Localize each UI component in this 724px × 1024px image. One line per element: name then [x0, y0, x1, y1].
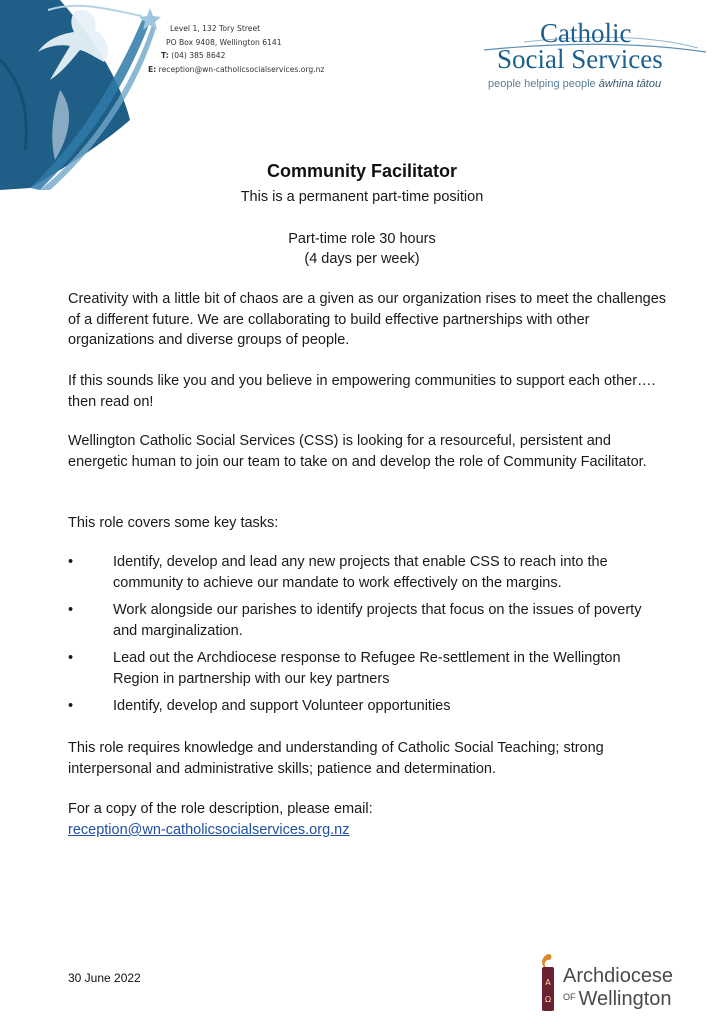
list-item	[68, 648, 668, 689]
bullet-icon: •	[68, 698, 74, 714]
logo-name-line-2: Social Services	[497, 44, 663, 74]
tagline-maori: āwhina tātou	[598, 78, 662, 90]
bullet-icon: •	[68, 554, 74, 570]
contact-text: For a copy of the role description, please email:	[68, 801, 373, 817]
document-date: 30 June 2022	[68, 971, 141, 985]
role-hours: Part-time role 30 hours	[288, 231, 436, 247]
bullet-icon: •	[68, 650, 74, 666]
logo-name-line-1: Catholic	[540, 18, 632, 48]
list-item	[68, 552, 668, 593]
task-text: Identify, develop and support Volunteer opportunities	[113, 698, 451, 714]
logo-tagline	[488, 78, 661, 90]
archdiocese-crozier-icon	[536, 952, 560, 1014]
task-text: Identify, develop and lead any new projects that enable CSS to reach into the community to achieve our mandate to work effectively on the margins.	[113, 554, 608, 591]
tasks-intro: This role covers some key tasks:	[68, 515, 279, 531]
list-item	[68, 696, 668, 717]
email-label: E:	[148, 64, 157, 74]
task-text: Work alongside our parishes to identify projects that focus on the issues of poverty and marginalization.	[113, 602, 642, 639]
tasks-list	[68, 552, 668, 724]
bullet-icon: •	[68, 602, 74, 618]
description-paragraph: Wellington Catholic Social Services (CSS) is looking for a resourceful, persistent and energetic human to join our team to take on and develop the role of Community Facilitator.	[68, 433, 647, 470]
tagline-english: people helping people	[488, 78, 596, 90]
archdiocese-name: Archdiocese	[563, 965, 674, 987]
archdiocese-location	[563, 986, 673, 1010]
archdiocese-of: OF	[563, 992, 576, 1002]
intro-paragraph: Creativity with a little bit of chaos are a given as our organization rises to meet the challenges of a different future. We are collaborating to build effective partnerships with other organizations and diverse groups of people.	[68, 291, 667, 348]
position-subtitle: This is a permanent part-time position	[240, 189, 484, 205]
invitation-paragraph: If this sounds like you and you believe in empowering communities to support each other…. then read on!	[68, 373, 656, 410]
address-line-2: PO Box 9408, Wellington 6141	[166, 37, 282, 47]
task-text: Lead out the Archdiocese response to Refugee Re-settlement in the Wellington Region in partnership with our key partners	[113, 650, 621, 687]
archdiocese-logo-text	[563, 966, 673, 1010]
address-block	[148, 22, 378, 76]
requirements-paragraph: This role requires knowledge and understanding of Catholic Social Teaching; strong interpersonal and administrative skills; patience and determination.	[68, 740, 604, 777]
email-line	[148, 63, 378, 77]
header-email[interactable]: reception@wn-catholicsocialservices.org.nz	[158, 64, 325, 74]
phone-label: T:	[161, 51, 169, 60]
address-line-1: Level 1, 132 Tory Street	[170, 24, 261, 33]
page-title: Community Facilitator	[266, 161, 458, 181]
archdiocese-wellington: Wellington	[578, 988, 672, 1010]
role-days: (4 days per week)	[304, 251, 420, 267]
contact-email-link[interactable]: reception@wn-catholicsocialservices.org.nz	[68, 822, 350, 838]
phone-line	[148, 49, 378, 63]
icon-letter-omega: Ω	[544, 995, 552, 1004]
phone-number: (04) 385 8642	[171, 51, 226, 60]
icon-letter-alpha: A	[545, 978, 551, 987]
catholic-social-services-logo	[484, 20, 714, 100]
list-item	[68, 600, 668, 641]
